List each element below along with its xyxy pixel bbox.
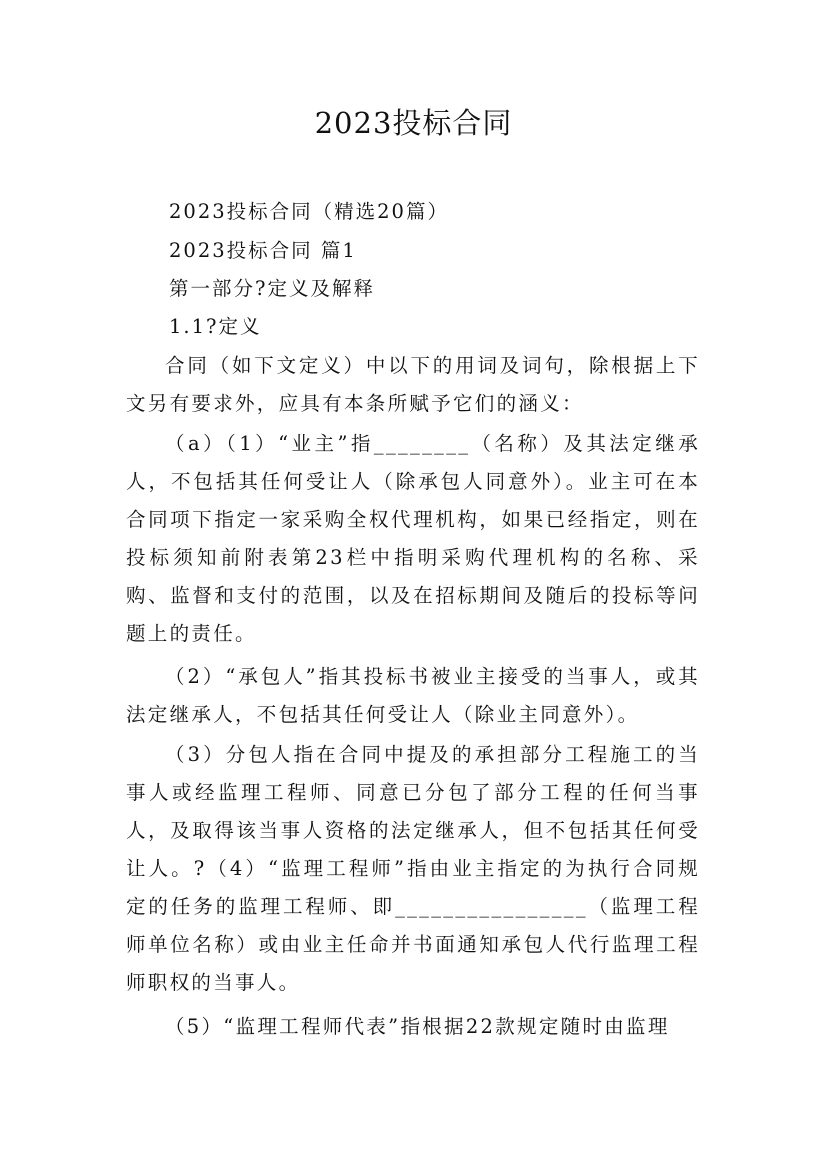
paragraph-definitions-intro: 合同（如下文定义）中以下的用词及词句，除根据上下文另有要求外，应具有本条所赋予它们的涵义：	[126, 354, 700, 415]
article-heading: 2023投标合同 篇1	[169, 239, 357, 262]
part-heading: 第一部分?定义及解释	[169, 277, 375, 300]
paragraph-subcontractor-definition: （3）分包人指在合同中提及的承担部分工程施工的当事人或经监理工程师、同意已分包了部分工程的任何当事人，及取得该当事人资格的法定继承人，但不包括其任何受让人。?（4）“监理工程师”指由业主指定的为执行合同规定的任务的监理工程师、即________________（监理工程师单位名称）或由业主任命并书面通知承包人代行监理工程师职权的当事人。	[126, 743, 700, 994]
document-subtitle: 2023投标合同（精选20篇）	[169, 200, 449, 223]
section-heading: 1.1?定义	[169, 315, 262, 338]
paragraph-contractor-definition: （2）“承包人”指其投标书被业主接受的当事人，或其法定继承人，不包括其任何受让人（除业主同意外）。	[126, 665, 700, 726]
paragraph-engineer-representative: （5）“监理工程师代表”指根据22款规定随时由监理	[165, 1015, 670, 1038]
paragraph-owner-definition: （a）（1）“业主”指________（名称）及其法定继承人，不包括其任何受让人（除承包人同意外）。业主可在本合同项下指定一家采购全权代理机构，如果已经指定，则在投标须知前附表第23栏中指明采购代理机构的名称、采购、监督和支付的范围，以及在招标期间及随后的投标等问题上的责任。	[126, 432, 700, 645]
document-title: 2023投标合同	[314, 106, 513, 140]
